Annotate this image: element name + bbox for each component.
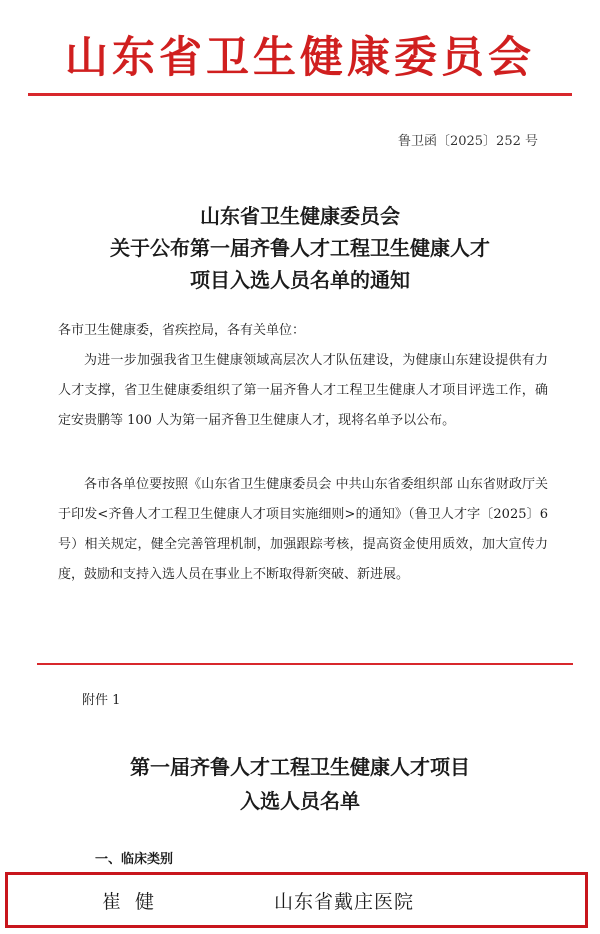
header-divider bbox=[28, 93, 572, 96]
notice-title bbox=[0, 200, 600, 296]
notice-title-line: 山东省卫生健康委员会 bbox=[200, 204, 400, 228]
annex-title-line: 入选人员名单 bbox=[240, 789, 360, 813]
issuer-banner: 山东省卫生健康委员会 bbox=[65, 33, 535, 83]
document-number: 鲁卫函〔2025〕252 号 bbox=[397, 134, 538, 149]
notice-title-line: 项目入选人员名单的通知 bbox=[190, 268, 410, 292]
annex-label: 附件 1 bbox=[82, 693, 121, 708]
annex-title-line: 第一届齐鲁人才工程卫生健康人才项目 bbox=[130, 755, 470, 779]
section-divider bbox=[37, 663, 573, 665]
notice-title-line: 关于公布第一届齐鲁人才工程卫生健康人才 bbox=[110, 236, 490, 260]
annex-title bbox=[0, 750, 600, 818]
person-institution: 山东省戴庄医院 bbox=[274, 891, 415, 913]
salutation: 各市卫生健康委，省疾控局，各有关单位： bbox=[58, 323, 306, 338]
person-name: 崔健 bbox=[102, 891, 169, 913]
body-paragraph: 各市各单位要按照《山东省卫生健康委员会 中共山东省委组织部 山东省财政厅关于印发<齐鲁人才工程卫生健康人才项目实施细则>的通知》（鲁卫人才字〔2025〕6 号）相关规定，健全完善管理机制，加强跟踪考核，提高资金使用质效，加大宣传力度，鼓励和支持入选人员在事业上不断取得新突破、新进展。 bbox=[58, 477, 548, 582]
category-heading: 一、临床类别 bbox=[95, 852, 174, 867]
body-paragraph: 为进一步加强我省卫生健康领域高层次人才队伍建设，为健康山东建设提供有力人才支撑，省卫生健康委组织了第一届齐鲁人才工程卫生健康人才项目评选工作，确定安贵鹏等 100 人为第一届齐鲁卫生健康人才，现将名单予以公布。 bbox=[58, 353, 548, 428]
